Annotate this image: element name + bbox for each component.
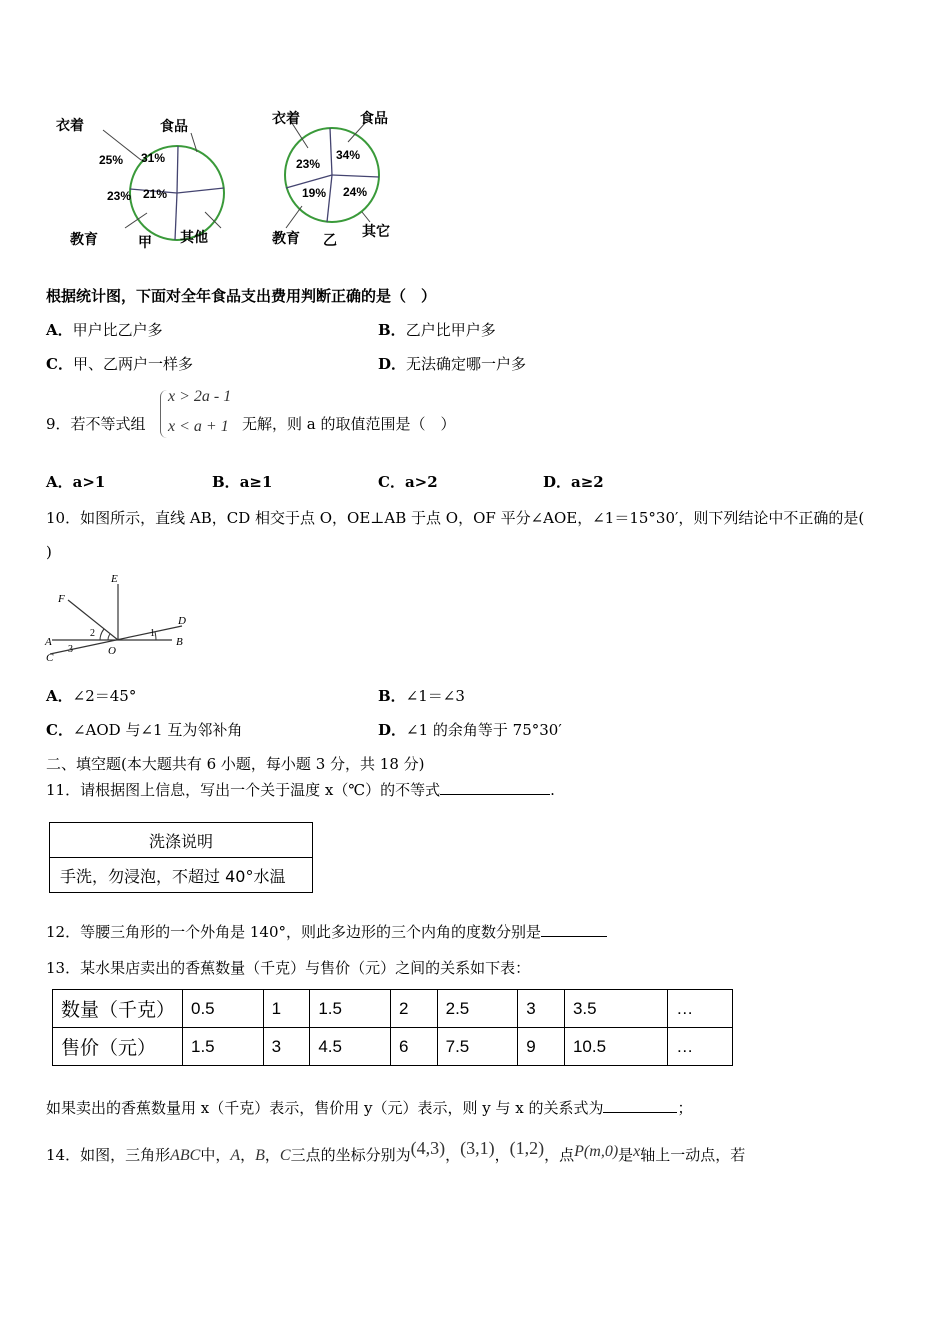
table-cell: 2.5 bbox=[437, 990, 518, 1028]
q10-option-d[interactable]: D．∠1 的余角等于 75°30′ bbox=[378, 721, 562, 739]
q13-stem: 13．某水果店卖出的香蕉数量（千克）与售价（元）之间的关系如下表： bbox=[46, 959, 531, 977]
q10-option-a[interactable]: A．∠2＝45° bbox=[46, 687, 137, 705]
pie-yi-value-education: 19% bbox=[302, 186, 327, 200]
q11-end: . bbox=[550, 781, 555, 799]
pie-jia-label-education: 教育 bbox=[70, 232, 98, 248]
table-cell: 1.5 bbox=[310, 990, 391, 1028]
q10-option-c[interactable]: C．∠AOD 与∠1 互为邻补角 bbox=[46, 721, 243, 739]
pie-jia-label-food: 食品 bbox=[160, 119, 188, 135]
table-row-quantity bbox=[53, 990, 733, 1028]
q8-option-d[interactable]: D．无法确定哪一户多 bbox=[378, 355, 527, 373]
table-cell: 4.5 bbox=[310, 1028, 391, 1066]
table-cell: 0.5 bbox=[183, 990, 264, 1028]
q14-stem: 14．如图，三角形ABC中，A，B，C三点的坐标分别为(4,3)，(3,1)，(1,2)，点P(m,0)是x轴上一动点，若 bbox=[46, 1138, 746, 1164]
pie-yi-value-food: 34% bbox=[336, 148, 361, 162]
pie-jia-value-other: 21% bbox=[143, 187, 168, 201]
q8-option-c[interactable]: C．甲、乙两户一样多 bbox=[46, 355, 193, 373]
q10-stem-end: ) bbox=[46, 543, 52, 561]
q12-question bbox=[46, 922, 607, 942]
pie-jia-name: 甲 bbox=[138, 235, 152, 251]
pie-yi-divider-bottom bbox=[327, 175, 332, 222]
q9-option-c[interactable]: C．a>2 bbox=[378, 473, 438, 491]
table-cell: 6 bbox=[390, 1028, 437, 1066]
washing-instructions-box bbox=[49, 822, 313, 893]
q10-stem: 10．如图所示，直线 AB，CD 相交于点 O，OE⊥AB 于点 O，OF 平分∠AOE，∠1＝15°30′，则下列结论中不正确的是( bbox=[46, 509, 865, 527]
fig-label-d: D bbox=[178, 615, 186, 627]
section-2-title: 二、填空题(本大题共有 6 小题，每小题 3 分，共 18 分) bbox=[46, 755, 425, 773]
pie-jia-label-clothing: 衣着 bbox=[56, 118, 84, 134]
q8-option-a[interactable]: A．甲户比乙户多 bbox=[46, 321, 163, 339]
fig-label-angle-3: 3 bbox=[68, 644, 73, 655]
washing-box-title: 洗涤说明 bbox=[50, 823, 313, 858]
q13-answer-blank[interactable] bbox=[603, 1098, 677, 1113]
table-cell: … bbox=[668, 1028, 733, 1066]
banana-price-table bbox=[52, 989, 733, 1066]
pie-yi-divider-right bbox=[332, 175, 379, 177]
fig-label-b: B bbox=[176, 636, 183, 648]
pie-yi-label-other: 其它 bbox=[362, 224, 390, 240]
table-cell: 1.5 bbox=[183, 1028, 264, 1066]
table-cell: 1 bbox=[263, 990, 310, 1028]
pie-jia-value-clothing: 25% bbox=[99, 153, 124, 167]
pie-jia-divider-right bbox=[177, 188, 224, 193]
table-cell: 10.5 bbox=[564, 1028, 667, 1066]
pie-jia-divider-bottom bbox=[175, 193, 177, 240]
table-cell: 3 bbox=[518, 990, 565, 1028]
q9-number-prefix: 9．若不等式组 bbox=[46, 415, 146, 433]
fig-label-f: F bbox=[58, 593, 65, 605]
q13-followup bbox=[46, 1098, 693, 1118]
q11-question bbox=[46, 780, 555, 800]
pie-yi-divider-top bbox=[330, 128, 332, 175]
pie-yi-label-food: 食品 bbox=[360, 111, 388, 127]
pie-jia-label-other: 其他 bbox=[180, 230, 208, 246]
pie-jia-divider-top bbox=[177, 146, 178, 193]
table-cell: 3.5 bbox=[564, 990, 667, 1028]
fig-label-angle-2: 2 bbox=[90, 628, 95, 639]
table-header-price: 售价（元） bbox=[53, 1028, 183, 1066]
pie-yi-label-education: 教育 bbox=[272, 231, 300, 247]
angle-1-arc bbox=[155, 632, 156, 640]
q8-stem: 根据统计图，下面对全年食品支出费用判断正确的是（ ） bbox=[46, 287, 437, 305]
pie-yi-name: 乙 bbox=[323, 233, 337, 249]
q11-stem: 11．请根据图上信息，写出一个关于温度 x（℃）的不等式 bbox=[46, 781, 441, 799]
table-header-quantity: 数量（千克） bbox=[53, 990, 183, 1028]
q12-stem: 12．等腰三角形的一个外角是 140°，则此多边形的三个内角的度数分别是 bbox=[46, 923, 541, 941]
pie-yi-label-clothing: 衣着 bbox=[272, 111, 300, 127]
fig-label-o: O bbox=[108, 645, 116, 657]
pie-jia-value-food: 31% bbox=[141, 151, 166, 165]
q12-answer-blank[interactable] bbox=[541, 922, 607, 937]
angle-2-arc bbox=[100, 629, 104, 640]
q9-option-d[interactable]: D．a≥2 bbox=[543, 473, 604, 491]
pie-jia-value-education: 23% bbox=[107, 189, 132, 203]
table-cell: 9 bbox=[518, 1028, 565, 1066]
fig-label-angle-1: 1 bbox=[150, 628, 155, 639]
q8-option-b[interactable]: B．乙户比甲户多 bbox=[378, 321, 496, 339]
fig-label-c: C bbox=[46, 652, 54, 664]
table-cell: 2 bbox=[390, 990, 437, 1028]
fig-label-e: E bbox=[111, 573, 118, 585]
q9-brace bbox=[160, 390, 167, 438]
pie-yi-value-other: 24% bbox=[343, 185, 368, 199]
q9-suffix: 无解，则 a 的取值范围是（ ） bbox=[242, 415, 456, 433]
q13-question: 如果卖出的香蕉数量用 x（千克）表示，售价用 y（元）表示，则 y 与 x 的关系式为 bbox=[46, 1099, 604, 1117]
q10-option-b[interactable]: B．∠1＝∠3 bbox=[378, 687, 465, 705]
q10-figure bbox=[40, 568, 200, 668]
angle-aoe-arc bbox=[108, 634, 110, 640]
pie-yi-value-clothing: 23% bbox=[296, 157, 321, 171]
q9-inequality-2: x < a + 1 bbox=[168, 418, 229, 435]
pie-yi-leader-education bbox=[286, 206, 302, 228]
table-row-price bbox=[53, 1028, 733, 1066]
q9-option-b[interactable]: B．a≥1 bbox=[212, 473, 273, 491]
q13-end: ； bbox=[677, 1099, 693, 1117]
table-cell: … bbox=[668, 990, 733, 1028]
q9-option-a[interactable]: A．a>1 bbox=[46, 473, 106, 491]
fig-label-a: A bbox=[45, 636, 52, 648]
table-cell: 3 bbox=[263, 1028, 310, 1066]
table-cell: 7.5 bbox=[437, 1028, 518, 1066]
q11-answer-blank[interactable] bbox=[440, 780, 550, 795]
washing-box-text: 手洗，勿浸泡，不超过 40°水温 bbox=[50, 858, 313, 893]
q9-inequality-1: x > 2a - 1 bbox=[168, 388, 232, 405]
